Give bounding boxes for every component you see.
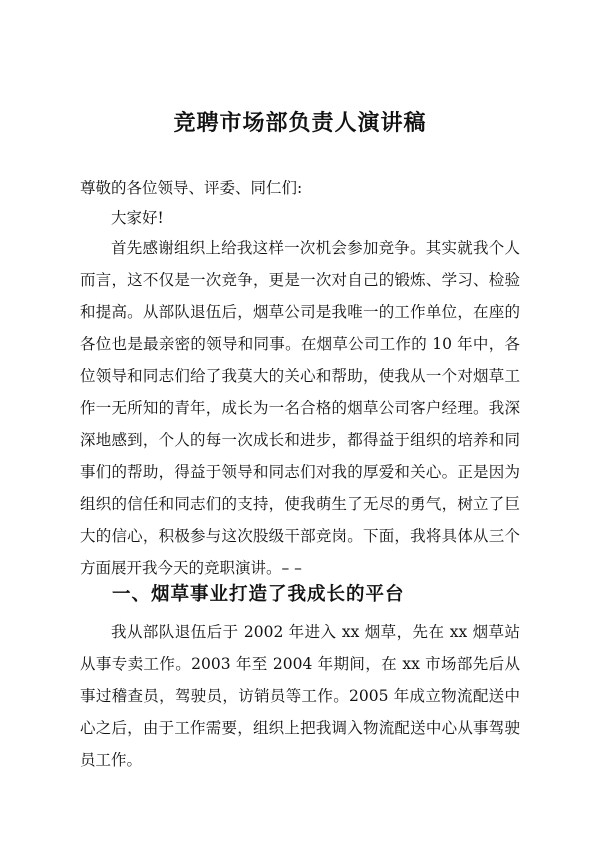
- paragraph-intro: 首先感谢组织上给我这样一次机会参加竞争。其实就我个人而言，这不仅是一次竞争，更是一次对自己的锻炼、学习、检验和提高。从部队退伍后，烟草公司是我唯一的工作单位，在座的各位也是最亲密的领导和同事。在烟草公司工作的 10 年中，各位领导和同志们给了我莫大的关心和帮助，使我从一个对烟草工作一无所知的青年，成长为一名合格的烟草公司客户经理。我深深地感到，个人的每一次成长和进步，都得益于组织的培养和同事们的帮助，得益于领导和同志们对我的厚爱和关心。正是因为组织的信任和同志们的支持，使我萌生了无尽的勇气，树立了巨大的信心，积极参与这次股级干部竞岗。下面，我将具体从三个方面展开我今天的竞职演讲。– –: [80, 239, 520, 577]
- salutation: 尊敬的各位领导、评委、同仁们:: [80, 179, 303, 197]
- paragraph-career: 我从部队退伍后于 2002 年进入 xx 烟草，先在 xx 烟草站从事专卖工作。2003 年至 2004 年期间，在 xx 市场部先后从事过稽查员，驾驶员，访销员等工作。2005 年成立物流配送中心之后，由于工作需要，组织上把我调入物流配送中心从事驾驶员工作。: [80, 623, 520, 769]
- document-title: 竞聘市场部负责人演讲稿: [173, 110, 427, 136]
- section-heading: 一、烟草事业打造了我成长的平台: [112, 584, 405, 605]
- greeting: 大家好!: [111, 209, 164, 227]
